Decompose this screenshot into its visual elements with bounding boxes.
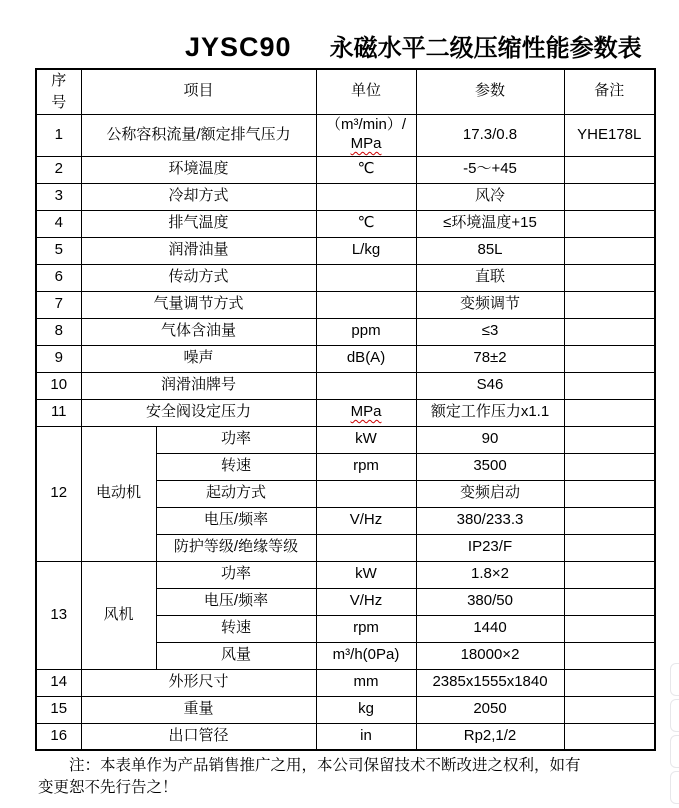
cell-param: 85L [416,237,564,264]
right-edge-box [670,699,679,732]
group-label-fan: 风机 [81,561,156,669]
cell-remark [564,561,655,588]
cell-param: 90 [416,426,564,453]
cell-no: 10 [36,372,81,399]
cell-remark [564,615,655,642]
cell-remark [564,183,655,210]
cell-remark [564,480,655,507]
cell-param: 2385x1555x1840 [416,669,564,696]
col-header-remark: 备注 [564,69,655,114]
cell-param: S46 [416,372,564,399]
cell-remark [564,264,655,291]
cell-unit: V/Hz [316,507,416,534]
table-row [36,345,655,372]
cell-remark [564,534,655,561]
cell-item: 气体含油量 [81,318,316,345]
cell-no: 14 [36,669,81,696]
cell-no: 3 [36,183,81,210]
right-edge-box [670,771,679,804]
col-header-item: 项目 [81,69,316,114]
cell-unit: kW [316,561,416,588]
cell-remark [564,426,655,453]
cell-unit: L/kg [316,237,416,264]
footer-note-line2: 变更恕不先行告之！ [38,779,178,797]
cell-unit: rpm [316,615,416,642]
cell-item: 功率 [156,426,316,453]
cell-param: 3500 [416,453,564,480]
cell-remark [564,723,655,750]
cell-param: -5～+45 [416,156,564,183]
cell-unit [316,480,416,507]
cell-no: 11 [36,399,81,426]
table-row [36,723,655,750]
cell-item: 重量 [81,696,316,723]
cell-param: 直联 [416,264,564,291]
table-row [36,156,655,183]
group-label-motor: 电动机 [81,426,156,561]
cell-unit [316,534,416,561]
cell-unit: kg [316,696,416,723]
cell-item: 润滑油牌号 [81,372,316,399]
unit-line1: （m³/min）/ [326,116,407,134]
cell-param: ≤环境温度+15 [416,210,564,237]
cell-param: 78±2 [416,345,564,372]
cell-param: 18000×2 [416,642,564,669]
cell-remark [564,453,655,480]
right-edge-box [670,735,679,768]
cell-no: 9 [36,345,81,372]
cell-remark [564,588,655,615]
cell-param: Rp2,1/2 [416,723,564,750]
cell-no: 16 [36,723,81,750]
cell-unit [316,183,416,210]
table-row [36,210,655,237]
cell-item: 出口管径 [81,723,316,750]
unit-spellcheck: MPa [350,403,382,421]
cell-remark [564,345,655,372]
cell-param: 风冷 [416,183,564,210]
header-row [36,69,655,114]
cell-item: 起动方式 [156,480,316,507]
cell-item: 公称容积流量/额定排气压力 [81,114,316,156]
cell-unit: V/Hz [316,588,416,615]
cell-item: 防护等级/绝缘等级 [156,534,316,561]
cell-remark [564,507,655,534]
cell-param: 2050 [416,696,564,723]
cell-item: 功率 [156,561,316,588]
cell-unit: kW [316,426,416,453]
right-edge-box [670,663,679,696]
cell-remark [564,696,655,723]
cell-param: 1.8×2 [416,561,564,588]
cell-item: 安全阀设定压力 [81,399,316,426]
cell-no: 6 [36,264,81,291]
cell-param: 17.3/0.8 [416,114,564,156]
footer-note [38,755,638,800]
cell-remark [564,372,655,399]
cell-item: 冷却方式 [81,183,316,210]
table-row [36,264,655,291]
col-header-param: 参数 [416,69,564,114]
cell-unit [316,399,416,426]
cell-param: 1440 [416,615,564,642]
cell-item: 转速 [156,615,316,642]
footer-note-line1: 注：本表单作为产品销售推广之用，本公司保留技术不断改进之权利，如有 [69,757,581,774]
table-row [36,561,655,588]
cell-unit [316,291,416,318]
cell-remark [564,318,655,345]
cell-unit [316,114,416,156]
table-row [36,669,655,696]
cell-item: 电压/频率 [156,507,316,534]
table-row [36,291,655,318]
cell-item: 传动方式 [81,264,316,291]
col-header-unit: 单位 [316,69,416,114]
col-header-no: 序号 [36,69,81,114]
cell-no: 4 [36,210,81,237]
cell-param: 380/50 [416,588,564,615]
cell-remark [564,210,655,237]
cell-item: 排气温度 [81,210,316,237]
cell-no: 7 [36,291,81,318]
cell-remark [564,156,655,183]
cell-item: 转速 [156,453,316,480]
table-row [36,372,655,399]
cell-param: 380/233.3 [416,507,564,534]
cell-remark [564,237,655,264]
cell-param: IP23/F [416,534,564,561]
cell-no: 15 [36,696,81,723]
cell-unit: m³/h(0Pa) [316,642,416,669]
cell-item: 环境温度 [81,156,316,183]
cell-remark [564,669,655,696]
cell-param: 额定工作压力x1.1 [416,399,564,426]
cell-item: 气量调节方式 [81,291,316,318]
cell-param: 变频调节 [416,291,564,318]
table-title: 永磁水平二级压缩性能参数表 [329,35,642,62]
cell-no: 12 [36,426,81,561]
cell-no: 2 [36,156,81,183]
table-row [36,318,655,345]
product-model: JYSC90 [185,32,292,62]
cell-remark [564,642,655,669]
unit-line2-spellcheck: MPa [350,135,382,152]
cell-unit: rpm [316,453,416,480]
cell-remark [564,291,655,318]
cell-item: 电压/频率 [156,588,316,615]
cell-remark [564,399,655,426]
cell-unit: mm [316,669,416,696]
cell-unit: dB(A) [316,345,416,372]
cell-item: 外形尺寸 [81,669,316,696]
table-row [36,426,655,453]
table-row [36,696,655,723]
cell-remark: YHE178L [564,114,655,156]
cell-item: 风量 [156,642,316,669]
cell-unit: ppm [316,318,416,345]
cell-no: 5 [36,237,81,264]
cell-unit: ℃ [316,210,416,237]
table-row [36,183,655,210]
cell-param: 变频启动 [416,480,564,507]
cell-no: 1 [36,114,81,156]
cell-unit [316,264,416,291]
cell-unit: ℃ [316,156,416,183]
cell-unit: in [316,723,416,750]
cell-no: 8 [36,318,81,345]
cell-no: 13 [36,561,81,669]
cell-param: ≤3 [416,318,564,345]
table-row [36,399,655,426]
page-title [185,28,642,63]
cell-item: 噪声 [81,345,316,372]
cell-unit [316,372,416,399]
table-row [36,114,655,156]
cell-item: 润滑油量 [81,237,316,264]
spec-table [35,68,656,751]
table-row [36,237,655,264]
